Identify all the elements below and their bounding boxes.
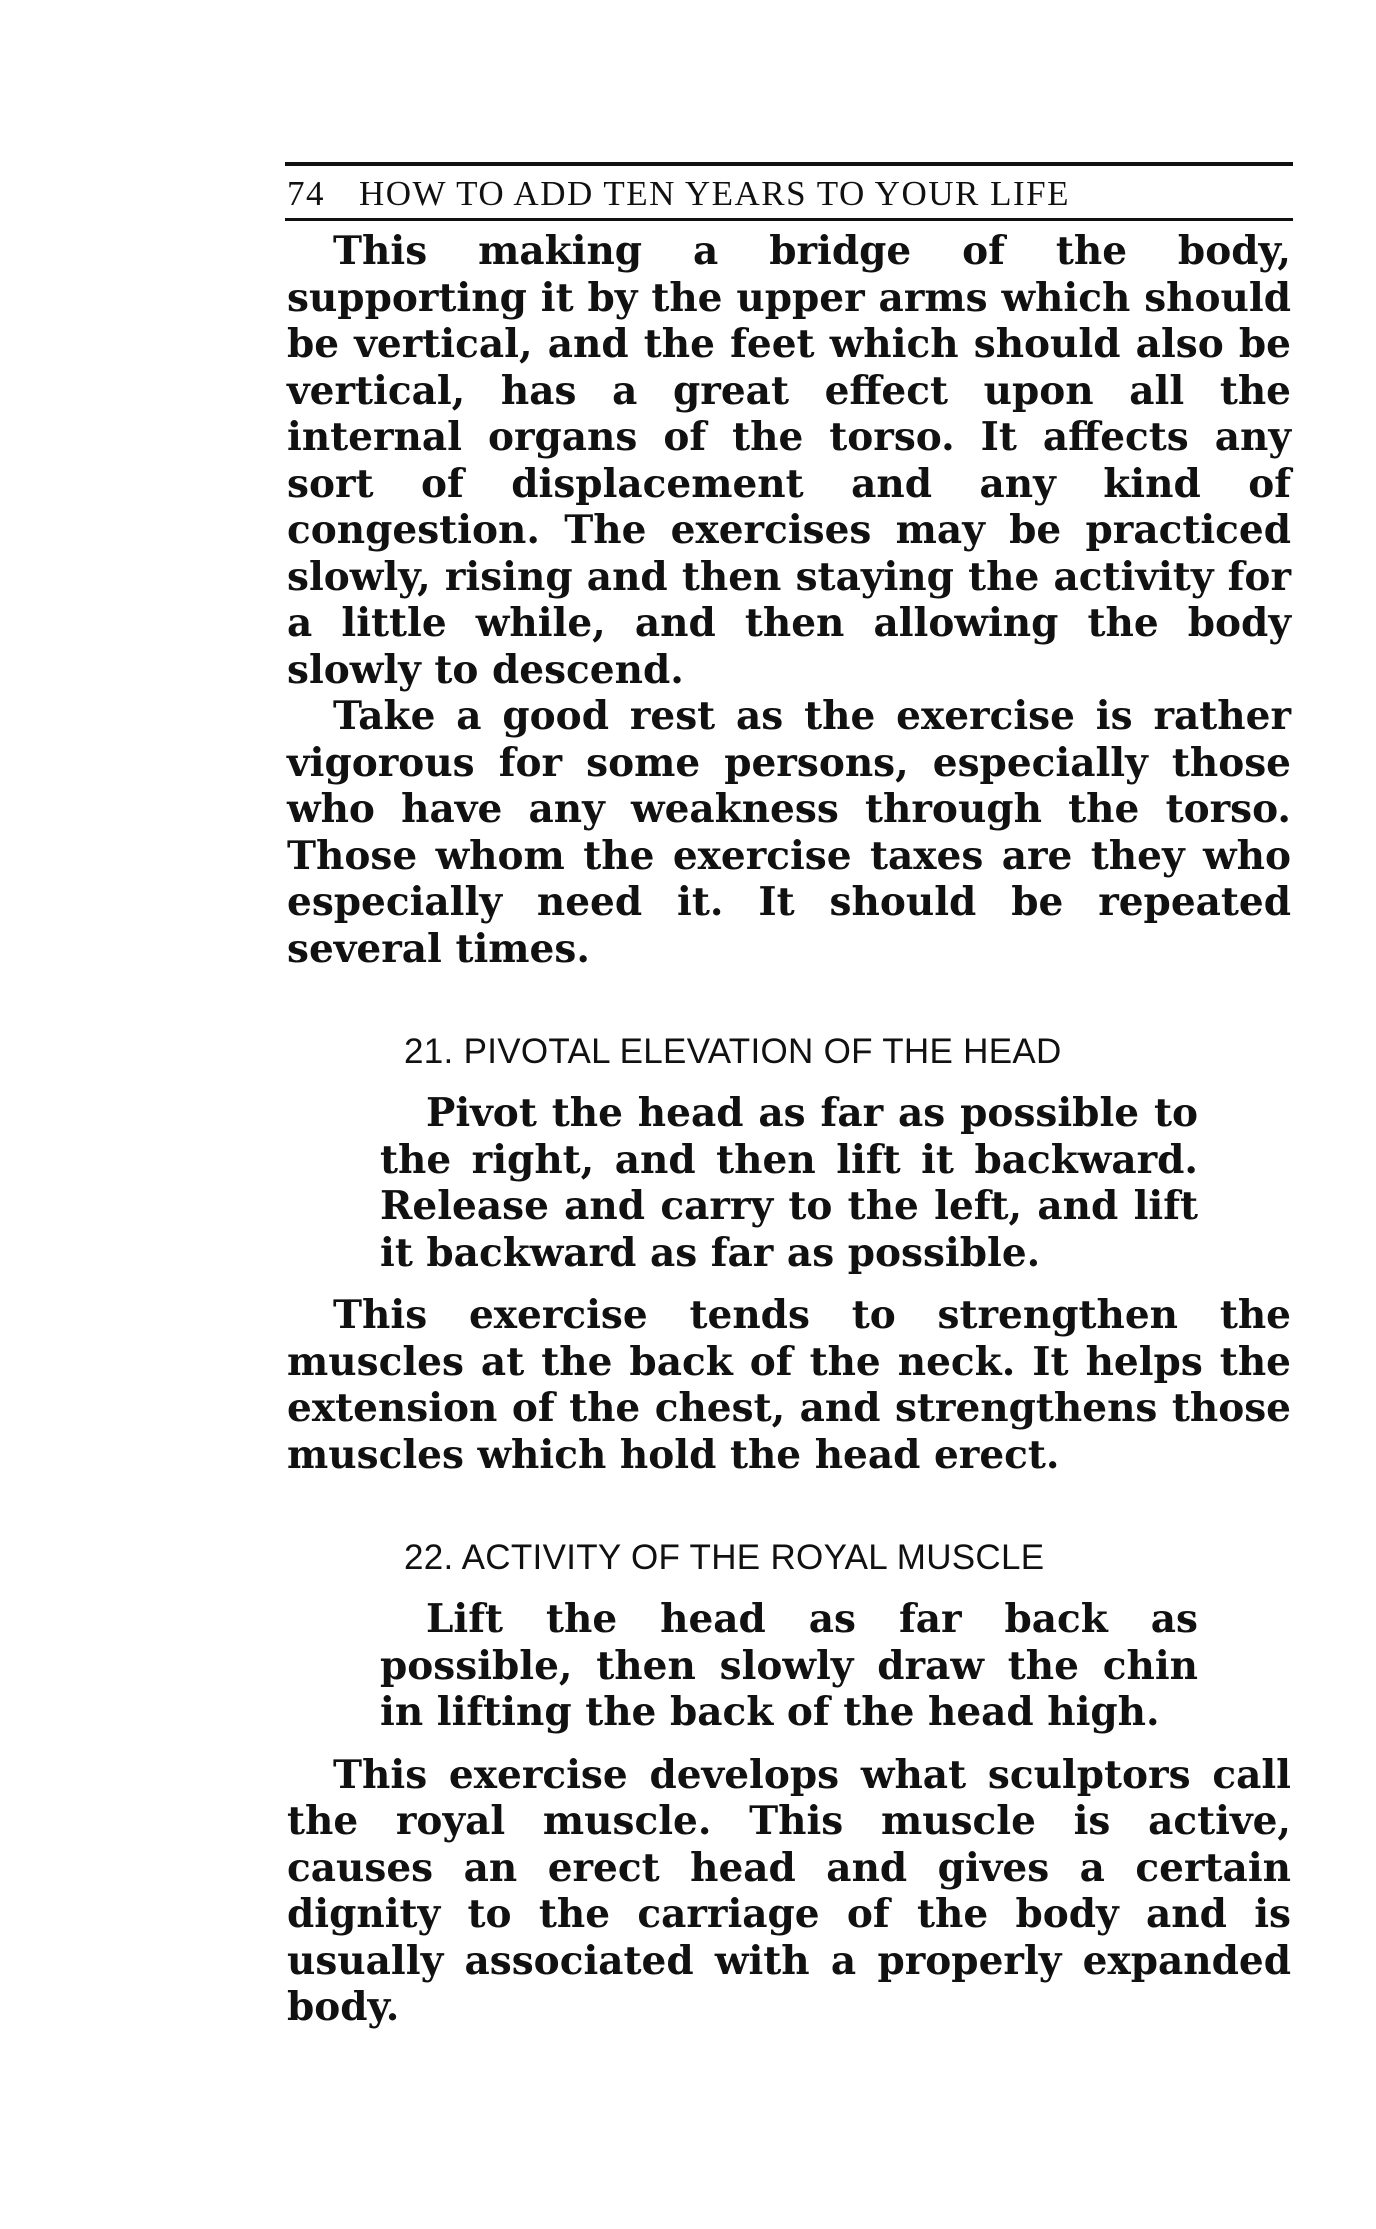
running-title: HOW TO ADD TEN YEARS TO YOUR LIFE — [359, 174, 1070, 213]
paragraph-bridge-effect: This making a bridge of the body, supporting it by the upper arms which should be vertical, and the feet which should also be vertical, has a great effect upon all the internal organs of the torso. It affects any sort of displacement and any kind of congestion. The exercises may be practiced slowly, rising and then staying the activity for a little while, and then allowing the body slowly to descend. — [287, 228, 1291, 693]
page-body — [287, 228, 1291, 2031]
header-bottom-rule — [285, 218, 1293, 221]
paragraph-rest-advice: Take a good rest as the exercise is rather vigorous for some persons, especially those who have any weakness through the torso. Those whom the exercise taxes are they who especially need it. It should be repeated several times. — [287, 693, 1291, 972]
exercise-21 — [287, 1028, 1291, 1478]
exercise-explanation: This exercise tends to strengthen the muscles at the back of the neck. It helps the extension of the chest, and strengthens those muscles which hold the head erect. — [287, 1292, 1291, 1478]
header-top-rule — [285, 162, 1293, 166]
running-header — [287, 173, 1287, 215]
exercise-instruction: Pivot the head as far as possible to the right, and then lift it backward. Release and carry to the left, and lift it backward as far as possible. — [380, 1090, 1198, 1276]
exercise-heading: 21. PIVOTAL ELEVATION OF THE HEAD — [404, 1032, 1062, 1071]
page-number: 74 — [287, 174, 325, 213]
exercise-22 — [287, 1534, 1291, 2031]
exercise-heading: 22. ACTIVITY OF THE ROYAL MUSCLE — [404, 1538, 1045, 1577]
exercise-explanation: This exercise develops what sculptors call the royal muscle. This muscle is active, causes an erect head and gives a certain dignity to the carriage of the body and is usually associated with a properly expanded body. — [287, 1751, 1291, 2030]
exercise-instruction: Lift the head as far back as possible, then slowly draw the chin in lifting the back of the head high. — [380, 1596, 1198, 1735]
